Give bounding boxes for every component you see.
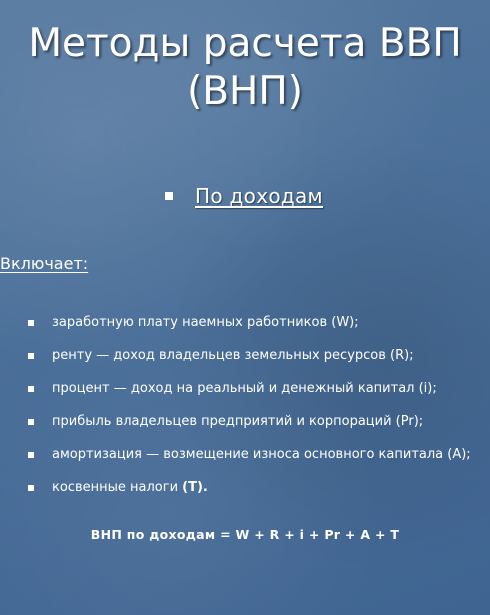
income-components-list [0,306,490,504]
square-bullet-icon [165,192,173,200]
list-item-text [52,480,208,495]
list-item [0,438,490,471]
gnp-income-formula: ВНП по доходам = W + R + i + Pr + A + T [90,527,400,542]
square-bullet-icon [28,353,34,359]
list-item [0,339,490,372]
section-label: Включает: [0,254,89,273]
list-item-text: процент — доход на реальный и денежный капитал (i); [52,381,437,396]
list-item-text-plain: косвенные налоги [52,480,183,495]
square-bullet-icon [28,386,34,392]
slide-title-line-1: Методы расчета ВВП [28,21,462,66]
list-item [0,372,490,405]
list-item [0,471,490,504]
list-item-text: заработную плату наемных работников (W); [52,315,359,330]
list-item [0,306,490,339]
subtitle-row [165,180,323,212]
list-item [0,405,490,438]
list-item-text: амортизация — возмещение износа основного капитала (А); [52,447,471,462]
list-item-text: ренту — доход владельцев земельных ресурсов (R); [52,348,414,363]
square-bullet-icon [28,320,34,326]
slide-subtitle: По доходам [195,184,323,208]
slide-title-line-2: (ВНП) [187,69,303,114]
list-item-text: прибыль владельцев предприятий и корпораций (Pr); [52,414,424,429]
square-bullet-icon [28,485,34,491]
list-item-text-bold: (Т). [182,480,208,495]
square-bullet-icon [28,452,34,458]
slide-title [0,20,490,116]
square-bullet-icon [28,419,34,425]
